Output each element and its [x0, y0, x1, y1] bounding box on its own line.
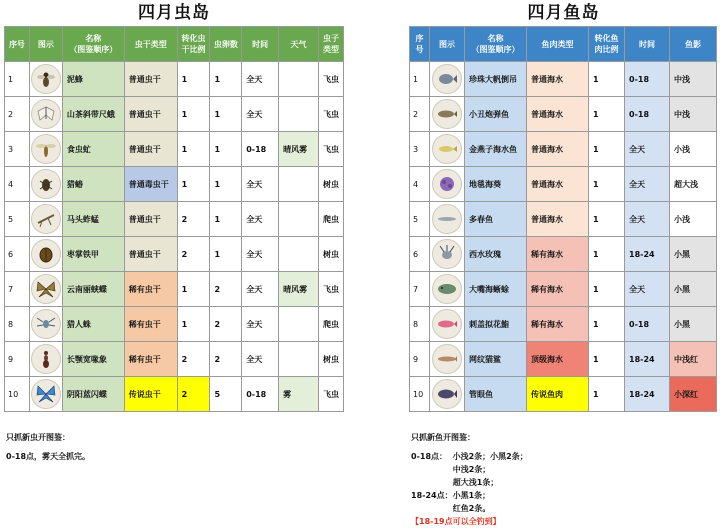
bug-ratio: 1: [177, 62, 210, 97]
bug-eggs: 1: [210, 97, 242, 132]
thumb-cell: [430, 202, 465, 237]
bug-header-1: 图示: [29, 27, 62, 62]
bug-name: 云南丽蛱蝶: [62, 272, 124, 307]
bug-dry-type: 稀有虫干: [124, 342, 177, 377]
bug-time: 全天: [242, 62, 279, 97]
bug-ratio: 2: [177, 202, 210, 237]
bug-kind: 树虫: [318, 237, 343, 272]
note-line: 中浅2条；: [411, 465, 491, 474]
fish-row: [410, 62, 717, 97]
fish-shadow: 小黑: [670, 307, 717, 342]
fish-row: [410, 167, 717, 202]
bug-seq: 3: [5, 132, 30, 167]
bug-seq: 9: [5, 342, 30, 377]
thumb-cell: [29, 97, 62, 132]
fish-time: 全天: [625, 167, 670, 202]
thumb-cell: [29, 342, 62, 377]
bug-dry-type: 普通虫干: [124, 62, 177, 97]
fish-name: 珍珠大帆倒吊: [465, 62, 527, 97]
bug-row: [5, 377, 344, 412]
fish-seq: 2: [410, 97, 430, 132]
bug-name: 阴阳蓝闪蝶: [62, 377, 124, 412]
beetle-icon: [31, 239, 61, 269]
fish-ratio: 1: [589, 132, 625, 167]
bug-kind: 飞虫: [318, 272, 343, 307]
fish-shadow: 超大浅: [670, 167, 717, 202]
thumb-cell: [29, 202, 62, 237]
bug-ratio: 1: [177, 132, 210, 167]
bug-dry-type: 稀有虫干: [124, 307, 177, 342]
bug-island-title: 四月虫岛: [138, 3, 210, 23]
wrasse-icon: [432, 309, 462, 339]
bug-weather: 雾: [279, 377, 319, 412]
fish-row: [410, 202, 717, 237]
goby-icon: [432, 99, 462, 129]
fish-shadow: 中浅: [670, 62, 717, 97]
bug-header-8: 虫子 类型: [318, 27, 343, 62]
bug-weather: [279, 202, 319, 237]
thumb-cell: [430, 272, 465, 307]
bug-time: 0-18: [242, 132, 279, 167]
moray-icon: [432, 274, 462, 304]
wasp-icon: [31, 64, 61, 94]
bug-dry-type: 稀有虫干: [124, 272, 177, 307]
bug-eggs: 2: [210, 272, 242, 307]
bug-seq: 10: [5, 377, 30, 412]
fish-island-panel: [409, 0, 718, 412]
fish-shadow: 小黑: [670, 272, 717, 307]
bug-island-table: [4, 26, 344, 412]
bug-seq: 6: [5, 237, 30, 272]
bug-time: 全天: [242, 97, 279, 132]
fish-meat-type: 稀有海水: [527, 237, 589, 272]
thumb-cell: [29, 307, 62, 342]
thumb-cell: [29, 132, 62, 167]
bug-seq: 7: [5, 272, 30, 307]
bug-name: 长颚宽喙象: [62, 342, 124, 377]
fish-ratio: 1: [589, 342, 625, 377]
bug-table-header-row: [5, 27, 344, 62]
fish-shadow: 小深红: [670, 377, 717, 412]
bug-header-4: 转化虫 干比例: [177, 27, 210, 62]
fish-header-4: 转化鱼 肉比例: [589, 27, 625, 62]
fish-shadow: 小浅: [670, 132, 717, 167]
fish-time: 0-18: [625, 97, 670, 132]
fish-ratio: 1: [589, 237, 625, 272]
bug-kind: 飞虫: [318, 377, 343, 412]
thumb-cell: [430, 342, 465, 377]
fish-seq: 5: [410, 202, 430, 237]
fish-ratio: 1: [589, 97, 625, 132]
bug-eggs: 1: [210, 202, 242, 237]
fish-ratio: 1: [589, 377, 625, 412]
thumb-cell: [29, 62, 62, 97]
fish-time: 0-18: [625, 62, 670, 97]
bug-header-3: 虫干类型: [124, 27, 177, 62]
bug-eggs: 5: [210, 377, 242, 412]
bug-dry-type: 普通虫干: [124, 237, 177, 272]
fish-row: [410, 132, 717, 167]
fish-name: 小丑炮弹鱼: [465, 97, 527, 132]
fish-meat-type: 稀有海水: [527, 307, 589, 342]
bug-time: 全天: [242, 307, 279, 342]
fish-meat-type: 传说鱼肉: [527, 377, 589, 412]
note-line: 0-18点，雾天全抓完。: [6, 452, 91, 461]
bug-weather: [279, 307, 319, 342]
bug-header-0: 序号: [5, 27, 30, 62]
fish-name: 多春鱼: [465, 202, 527, 237]
fish-meat-type: 普通海水: [527, 202, 589, 237]
bug-header-5: 虫卵数: [210, 27, 242, 62]
fish-time: 18-24: [625, 342, 670, 377]
fish-island-table: [409, 26, 717, 412]
thumb-cell: [430, 237, 465, 272]
stick-insect-icon: [31, 204, 61, 234]
fish-name: 西水玫瑰: [465, 237, 527, 272]
fish-header-5: 时间: [625, 27, 670, 62]
bug-dry-type: 传说虫干: [124, 377, 177, 412]
fish-shadow: 小黑: [670, 237, 717, 272]
bug-eggs: 1: [210, 132, 242, 167]
sea-urchin-icon: [432, 169, 462, 199]
fish-ratio: 1: [589, 202, 625, 237]
note-line: 0-18点： 小浅2条；小黑2条；: [411, 452, 528, 461]
spider-icon: [31, 309, 61, 339]
bug-row: [5, 202, 344, 237]
note-line: 只抓新虫开图鉴：: [6, 433, 70, 442]
bug-kind: 飞虫: [318, 132, 343, 167]
bug-name: 猎人蛛: [62, 307, 124, 342]
fish-time: 全天: [625, 272, 670, 307]
bug-name: 泥蜂: [62, 62, 124, 97]
bug-row: [5, 237, 344, 272]
fish-meat-type: 普通海水: [527, 167, 589, 202]
note-line: 只抓新鱼开图鉴：: [411, 433, 475, 442]
bug-seq: 8: [5, 307, 30, 342]
bug-name: 食虫虻: [62, 132, 124, 167]
bug-eggs: 2: [210, 307, 242, 342]
fish-meat-type: 普通海水: [527, 132, 589, 167]
bug-ratio: 2: [177, 377, 210, 412]
bug-row: [5, 167, 344, 202]
bug-row: [5, 132, 344, 167]
bug-eggs: 1: [210, 167, 242, 202]
bug-kind: 爬虫: [318, 307, 343, 342]
bug-name: 枣掌铁甲: [62, 237, 124, 272]
thumb-cell: [29, 167, 62, 202]
fish-seq: 7: [410, 272, 430, 307]
bug-name: 猎蝽: [62, 167, 124, 202]
bug-kind: 飞虫: [318, 62, 343, 97]
moth-icon: [31, 99, 61, 129]
bug-time: 全天: [242, 167, 279, 202]
horsefly-icon: [31, 134, 61, 164]
fish-seq: 10: [410, 377, 430, 412]
fish-header-3: 鱼肉类型: [527, 27, 589, 62]
fish-row: [410, 237, 717, 272]
note-line: 红鱼2条。: [411, 504, 491, 513]
fish-meat-type: 顶级海水: [527, 342, 589, 377]
fish-ratio: 1: [589, 167, 625, 202]
fish-time: 全天: [625, 132, 670, 167]
fish-name: 金燕子海水鱼: [465, 132, 527, 167]
fish-header-1: 图示: [430, 27, 465, 62]
bug-dry-type: 普通虫干: [124, 202, 177, 237]
thumb-cell: [430, 167, 465, 202]
bug-weather: 晴风雾: [279, 132, 319, 167]
fish-header-0: 序 号: [410, 27, 430, 62]
fish-name: 大嘴海蜥蜍: [465, 272, 527, 307]
bug-dry-type: 普通毒虫干: [124, 167, 177, 202]
bug-weather: [279, 342, 319, 377]
fish-row: [410, 377, 717, 412]
thumb-cell: [29, 237, 62, 272]
note-line: 18-24点：小黑1条；: [411, 491, 491, 500]
fish-shadow: 小浅: [670, 202, 717, 237]
fish-name: 刺盖拟花鮨: [465, 307, 527, 342]
fish-seq: 9: [410, 342, 430, 377]
note-line: 超大浅1条；: [411, 478, 499, 487]
bug-weather: [279, 167, 319, 202]
fish-header-6: 鱼影: [670, 27, 717, 62]
fish-time: 18-24: [625, 237, 670, 272]
bug-ratio: 1: [177, 97, 210, 132]
bug-ratio: 1: [177, 272, 210, 307]
thumb-cell: [430, 132, 465, 167]
bug-kind: 树虫: [318, 342, 343, 377]
bug-island-panel: [4, 0, 344, 412]
bug-weather: [279, 97, 319, 132]
thumb-cell: [430, 62, 465, 97]
fish-seq: 8: [410, 307, 430, 342]
needlefish-icon: [432, 204, 462, 234]
butterfly-icon: [31, 274, 61, 304]
fish-time: 全天: [625, 202, 670, 237]
bug-notes: [6, 431, 90, 463]
fish-row: [410, 97, 717, 132]
grouper-icon: [432, 379, 462, 409]
thumb-cell: [430, 377, 465, 412]
fish-seq: 4: [410, 167, 430, 202]
fish-ratio: 1: [589, 307, 625, 342]
catshark-icon: [432, 344, 462, 374]
fish-name: 网纹猫鲨: [465, 342, 527, 377]
lionfish-icon: [432, 239, 462, 269]
fish-island-title: 四月鱼岛: [527, 3, 600, 23]
fish-row: [410, 342, 717, 377]
fish-meat-type: 普通海水: [527, 97, 589, 132]
fish-meat-type: 稀有海水: [527, 272, 589, 307]
thumb-cell: [430, 97, 465, 132]
thumb-cell: [430, 307, 465, 342]
fish-seq: 6: [410, 237, 430, 272]
bug-weather: [279, 237, 319, 272]
bug-kind: 爬虫: [318, 202, 343, 237]
bug-row: [5, 307, 344, 342]
bug-weather: 晴风雾: [279, 272, 319, 307]
bug-eggs: 1: [210, 62, 242, 97]
bug-dry-type: 普通虫干: [124, 132, 177, 167]
bug-ratio: 2: [177, 342, 210, 377]
fish-meat-type: 普通海水: [527, 62, 589, 97]
fish-name: 地毯海葵: [465, 167, 527, 202]
bug-dry-type: 普通虫干: [124, 97, 177, 132]
bug-header-2: 名称 （图鉴顺序）: [62, 27, 124, 62]
bug-header-7: 天气: [279, 27, 319, 62]
bug-time: 全天: [242, 202, 279, 237]
fish-ratio: 1: [589, 62, 625, 97]
bug-row: [5, 97, 344, 132]
thumb-cell: [29, 272, 62, 307]
fish-shadow: 中浅: [670, 97, 717, 132]
bug-name: 马头蚱蜢: [62, 202, 124, 237]
bug-time: 全天: [242, 237, 279, 272]
bug-kind: 树虫: [318, 167, 343, 202]
fish-shadow: 中浅红: [670, 342, 717, 377]
bug-time: 全天: [242, 272, 279, 307]
fish-name: 管眼鱼: [465, 377, 527, 412]
bug-eggs: 2: [210, 342, 242, 377]
bug-eggs: 1: [210, 237, 242, 272]
fish-ratio: 1: [589, 272, 625, 307]
damselfish-icon: [432, 134, 462, 164]
bug-row: [5, 62, 344, 97]
fish-time: 18-24: [625, 377, 670, 412]
bug-seq: 5: [5, 202, 30, 237]
fish-row: [410, 307, 717, 342]
fish-table-header-row: [410, 27, 717, 62]
bug-row: [5, 342, 344, 377]
fish-notes: [411, 431, 528, 528]
fish-seq: 3: [410, 132, 430, 167]
bug-time: 全天: [242, 342, 279, 377]
blue-butterfly-icon: [31, 379, 61, 409]
bug-weather: [279, 62, 319, 97]
note-highlight: 【18-19点可以全钓到】: [411, 517, 501, 526]
fish-header-2: 名称 （图鉴顺序）: [465, 27, 527, 62]
cricket-icon: [31, 169, 61, 199]
piranha-icon: [432, 64, 462, 94]
fish-time: 0-18: [625, 307, 670, 342]
bug-seq: 2: [5, 97, 30, 132]
bug-ratio: 1: [177, 307, 210, 342]
bug-header-6: 时间: [242, 27, 279, 62]
bug-seq: 4: [5, 167, 30, 202]
ant-icon: [31, 344, 61, 374]
bug-ratio: 2: [177, 237, 210, 272]
fish-row: [410, 272, 717, 307]
fish-seq: 1: [410, 62, 430, 97]
bug-time: 0-18: [242, 377, 279, 412]
bug-name: 山茶斜带尺蛾: [62, 97, 124, 132]
bug-row: [5, 272, 344, 307]
bug-seq: 1: [5, 62, 30, 97]
bug-ratio: 1: [177, 167, 210, 202]
bug-kind: 飞虫: [318, 97, 343, 132]
thumb-cell: [29, 377, 62, 412]
